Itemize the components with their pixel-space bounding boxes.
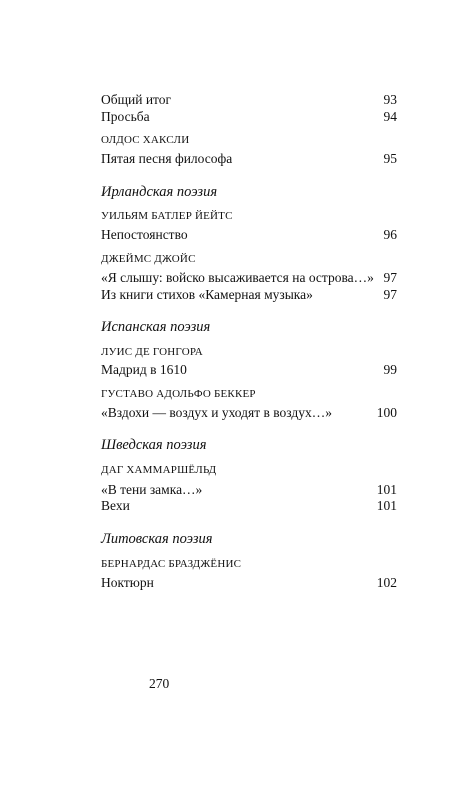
toc-entry-page: 96 xyxy=(383,227,397,242)
toc-entry-page: 95 xyxy=(383,151,397,166)
toc-entry-page: 94 xyxy=(383,109,397,124)
toc-entry-title: Пятая песня философа xyxy=(101,151,233,166)
toc-entry-page: 97 xyxy=(383,287,397,302)
toc-entry xyxy=(101,404,397,422)
toc-entry-page: 100 xyxy=(376,405,397,420)
toc-entry xyxy=(101,91,397,109)
author-heading: УИЛЬЯМ БАТЛЕР ЙЕЙТС xyxy=(101,210,233,222)
author-heading: ЛУИС ДЕ ГОНГОРА xyxy=(101,346,203,358)
toc-entry xyxy=(101,226,397,244)
section-heading: Испанская поэзия xyxy=(101,319,211,335)
toc-entry-title: Мадрид в 1610 xyxy=(101,362,187,377)
toc-entry-title: Просьба xyxy=(101,109,150,124)
toc-entry-page: 102 xyxy=(376,575,397,590)
toc-entry-title: «Вздохи — воздух и уходят в воздух…» xyxy=(101,405,333,420)
author-heading: ДЖЕЙМС ДЖОЙС xyxy=(101,253,196,265)
section-heading: Шведская поэзия xyxy=(101,437,207,453)
toc-entry-page: 97 xyxy=(383,270,397,285)
toc-entry-title: Непостоянство xyxy=(101,227,188,242)
toc-entry-title: «Я слышу: войско высаживается на острова…» xyxy=(101,270,374,285)
toc-entry xyxy=(101,269,397,287)
author-heading: БЕРНАРДАС БРАЗДЖЁНИС xyxy=(101,558,242,570)
toc-entry xyxy=(101,574,397,592)
author-heading: ДАГ ХАММАРШЁЛЬД xyxy=(101,464,217,476)
toc-entry-page: 101 xyxy=(376,482,397,497)
page-number: 270 xyxy=(149,676,170,691)
section-heading: Ирландская поэзия xyxy=(101,184,218,200)
toc-entry xyxy=(101,286,397,304)
toc-entry xyxy=(101,108,397,126)
toc-entry-page: 93 xyxy=(383,92,397,107)
toc-entry-title: «В тени замка…» xyxy=(101,482,203,497)
toc-entry-page: 99 xyxy=(383,362,397,377)
toc-entry-title: Общий итог xyxy=(101,92,172,107)
toc-entry-title: Вехи xyxy=(101,498,130,513)
toc-entry xyxy=(101,361,397,379)
toc-entry-page: 101 xyxy=(376,498,397,513)
toc-entry-title: Ноктюрн xyxy=(101,575,154,590)
toc-entry xyxy=(101,497,397,515)
author-heading: ГУСТАВО АДОЛЬФО БЕККЕР xyxy=(101,388,256,400)
author-heading: ОЛДОС ХАКСЛИ xyxy=(101,134,190,146)
toc-entry-title: Из книги стихов «Камерная музыка» xyxy=(101,287,313,302)
toc-entry xyxy=(101,150,397,168)
section-heading: Литовская поэзия xyxy=(101,531,213,547)
